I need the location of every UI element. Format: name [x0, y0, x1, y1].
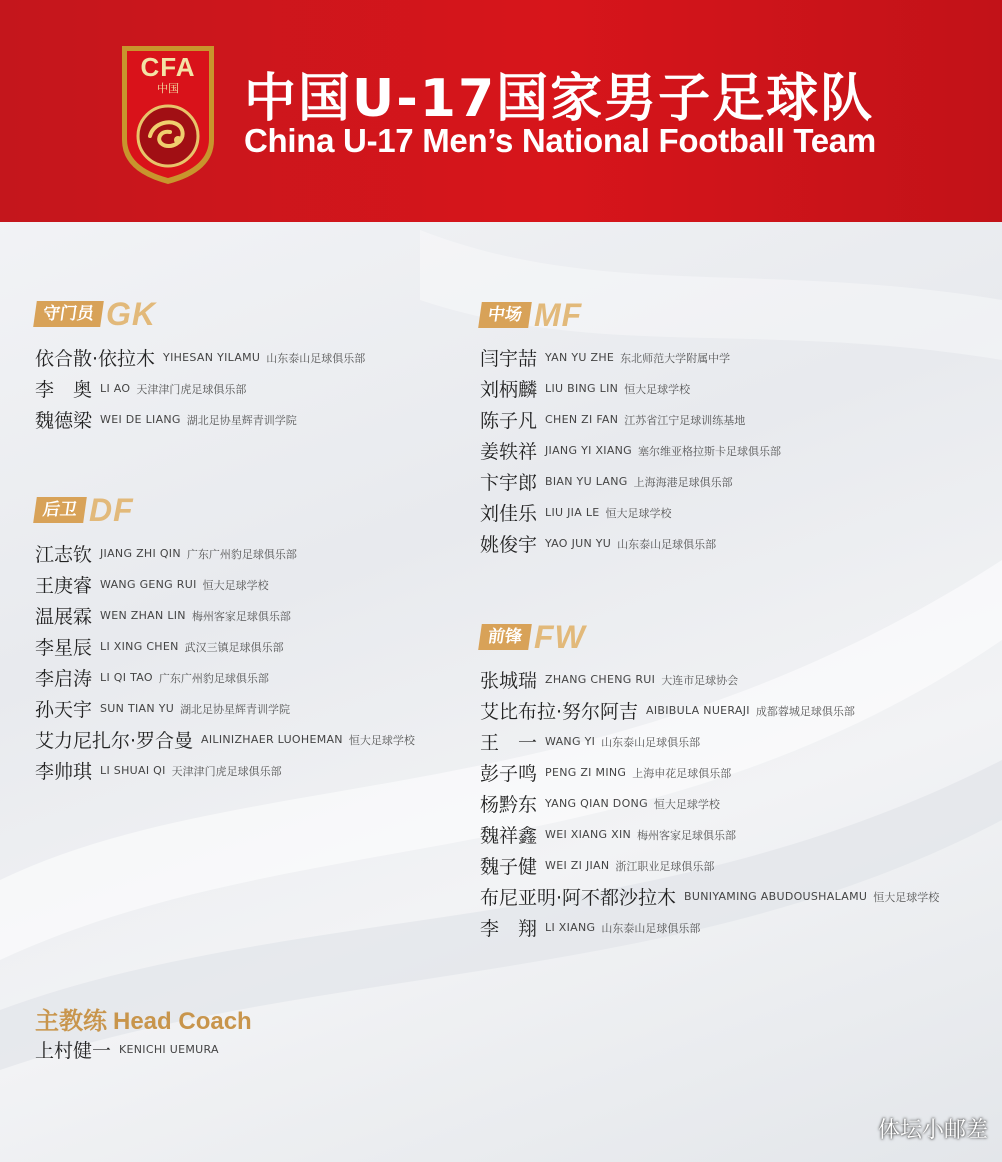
player-name-en: AILINIZHAER LUOHEMAN: [201, 733, 343, 746]
player-row: [35, 373, 365, 404]
player-row: [35, 538, 415, 569]
player-list-fw: [480, 664, 939, 943]
player-name-en: YAO JUN YU: [545, 537, 612, 550]
player-row: [480, 788, 939, 819]
head-coach-heading: [35, 1001, 252, 1036]
player-name-cn: 艾比布拉·努尔阿吉: [480, 701, 639, 723]
player-club: 山东泰山足球俱乐部: [601, 921, 701, 935]
section-tag-gk: [35, 295, 156, 332]
section-tag-fw: [480, 618, 586, 655]
player-club: 山东泰山足球俱乐部: [266, 351, 366, 365]
player-club: 山东泰山足球俱乐部: [617, 537, 717, 551]
header-banner: [0, 0, 1002, 222]
player-name-cn: 姜轶祥: [480, 441, 538, 463]
player-name-en: SUN TIAN YU: [100, 702, 175, 715]
player-name-en: YAN YU ZHE: [545, 351, 615, 364]
player-name-cn: 布尼亚明·阿不都沙拉木: [480, 887, 677, 909]
player-name-cn: 江志钦: [35, 544, 93, 566]
player-club: 天津津门虎足球俱乐部: [136, 382, 247, 396]
player-club: 恒大足球学校: [202, 578, 269, 592]
player-row: [480, 466, 781, 497]
player-club: 上海申花足球俱乐部: [632, 766, 732, 780]
player-name-en: WEI DE LIANG: [100, 413, 181, 426]
section-label-en: GK: [106, 295, 156, 332]
coach-label-cn: 主教练: [35, 1007, 107, 1035]
player-name-cn: 艾力尼扎尔·罗合曼: [35, 730, 194, 752]
player-name-cn: 魏祥鑫: [480, 825, 538, 847]
player-club: 恒大足球学校: [653, 797, 720, 811]
player-club: 上海海港足球俱乐部: [633, 475, 733, 489]
player-name-en: YANG QIAN DONG: [545, 797, 648, 810]
player-club: 广东广州豹足球俱乐部: [158, 671, 269, 685]
player-name-en: BUNIYAMING ABUDOUSHALAMU: [684, 890, 868, 903]
player-name-en: WEI XIANG XIN: [545, 828, 632, 841]
player-name-en: JIANG YI XIANG: [545, 444, 632, 457]
player-club: 山东泰山足球俱乐部: [601, 735, 701, 749]
player-name-en: LI SHUAI QI: [100, 764, 166, 777]
player-club: 成都蓉城足球俱乐部: [755, 704, 855, 718]
player-name-en: LI QI TAO: [100, 671, 153, 684]
section-label-cn: 后卫: [33, 497, 87, 523]
player-row: [480, 819, 939, 850]
player-row: [35, 662, 415, 693]
player-club: 塞尔维亚格拉斯卡足球俱乐部: [638, 444, 781, 458]
player-row: [480, 726, 939, 757]
section-label-cn: 前锋: [478, 624, 532, 650]
player-row: [480, 342, 781, 373]
coach-label-en: Head Coach: [113, 1008, 252, 1035]
player-name-en: ZHANG CHENG RUI: [545, 673, 656, 686]
player-list-gk: [35, 342, 365, 435]
player-name-en: LIU BING LIN: [545, 382, 619, 395]
player-club: 梅州客家足球俱乐部: [191, 609, 291, 623]
cfa-crest-logo: [120, 44, 216, 186]
player-name-cn: 李 翔: [480, 918, 538, 940]
player-name-cn: 温展霖: [35, 606, 93, 628]
player-name-en: WANG GENG RUI: [100, 578, 197, 591]
watermark-text: 体坛小邮差: [877, 1118, 988, 1143]
player-name-en: BIAN YU LANG: [545, 475, 628, 488]
player-name-cn: 刘佳乐: [480, 503, 538, 525]
player-name-cn: 依合散·依拉木: [35, 348, 156, 370]
title-english: China U-17 Men’s National Football Team: [244, 122, 876, 159]
player-club: 恒大足球学校: [348, 733, 415, 747]
player-club: 湖北足协星辉青训学院: [180, 702, 291, 716]
player-name-en: LI AO: [100, 382, 131, 395]
player-row: [480, 528, 781, 559]
section-label-cn: 守门员: [33, 301, 104, 327]
player-list-mf: [480, 342, 781, 559]
player-name-en: WEI ZI JIAN: [545, 859, 610, 872]
player-row: [480, 881, 939, 912]
player-row: [480, 497, 781, 528]
player-name-cn: 刘柄麟: [480, 379, 538, 401]
section-label-cn: 中场: [478, 302, 532, 328]
player-row: [480, 435, 781, 466]
player-club: 梅州客家足球俱乐部: [637, 828, 737, 842]
section-tag-df: [35, 491, 134, 528]
player-name-cn: 魏德梁: [35, 410, 93, 432]
player-row: [35, 404, 365, 435]
player-name-en: LI XING CHEN: [100, 640, 179, 653]
player-name-cn: 王庚睿: [35, 575, 93, 597]
player-name-cn: 张城瑞: [480, 670, 538, 692]
player-row: [35, 693, 415, 724]
player-name-cn: 李星辰: [35, 637, 93, 659]
player-club: 恒大足球学校: [605, 506, 672, 520]
player-name-cn: 李帅琪: [35, 761, 93, 783]
player-row: [480, 850, 939, 881]
player-name-cn: 彭子鸣: [480, 763, 538, 785]
crest-subtext: 中国: [157, 82, 179, 95]
player-club: 东北师范大学附属中学: [620, 351, 731, 365]
title-chinese: 中国U-17国家男子足球队: [244, 69, 875, 129]
player-name-cn: 李 奥: [35, 379, 93, 401]
player-club: 恒大足球学校: [624, 382, 691, 396]
player-list-df: [35, 538, 415, 786]
player-name-cn: 杨黔东: [480, 794, 538, 816]
player-name-en: WANG YI: [545, 735, 596, 748]
player-club: 广东广州豹足球俱乐部: [186, 547, 297, 561]
player-name-en: PENG ZI MING: [545, 766, 627, 779]
player-name-en: JIANG ZHI QIN: [100, 547, 181, 560]
player-name-en: LIU JIA LE: [545, 506, 600, 519]
crest-text: CFA: [140, 52, 196, 82]
section-label-en: FW: [534, 618, 586, 655]
coach-name-en: KENICHI UEMURA: [119, 1043, 219, 1056]
player-row: [35, 600, 415, 631]
player-name-cn: 卞宇郎: [480, 472, 538, 494]
player-row: [35, 724, 415, 755]
player-row: [480, 664, 939, 695]
player-name-en: AIBIBULA NUERAJI: [646, 704, 750, 717]
player-club: 大连市足球协会: [661, 673, 739, 687]
player-club: 浙江职业足球俱乐部: [615, 859, 715, 873]
player-club: 湖北足协星辉青训学院: [186, 413, 297, 427]
player-row: [480, 404, 781, 435]
player-name-en: LI XIANG: [545, 921, 596, 934]
player-row: [35, 342, 365, 373]
player-row: [480, 757, 939, 788]
player-name-en: YIHESAN YILAMU: [163, 351, 261, 364]
player-club: 武汉三镇足球俱乐部: [184, 640, 284, 654]
player-name-cn: 闫宇喆: [480, 348, 538, 370]
player-name-en: WEN ZHAN LIN: [100, 609, 186, 622]
player-name-cn: 陈子凡: [480, 410, 538, 432]
player-name-en: CHEN ZI FAN: [545, 413, 619, 426]
player-name-cn: 姚俊宇: [480, 534, 538, 556]
player-row: [480, 912, 939, 943]
section-label-en: MF: [534, 296, 583, 333]
player-club: 江苏省江宁足球训练基地: [624, 413, 746, 427]
player-row: [35, 631, 415, 662]
section-label-en: DF: [89, 491, 134, 528]
player-club: 恒大足球学校: [873, 890, 940, 904]
section-tag-mf: [480, 296, 583, 333]
player-club: 天津津门虎足球俱乐部: [171, 764, 282, 778]
player-row: [35, 569, 415, 600]
player-name-cn: 王 一: [480, 732, 538, 754]
player-name-cn: 李启涛: [35, 668, 93, 690]
player-row: [480, 695, 939, 726]
player-row: [480, 373, 781, 404]
player-name-cn: 孙天宇: [35, 699, 93, 721]
player-name-cn: 魏子健: [480, 856, 538, 878]
head-coach-row: [35, 1036, 225, 1063]
coach-name-cn: 上村健一: [35, 1040, 112, 1062]
player-row: [35, 755, 415, 786]
